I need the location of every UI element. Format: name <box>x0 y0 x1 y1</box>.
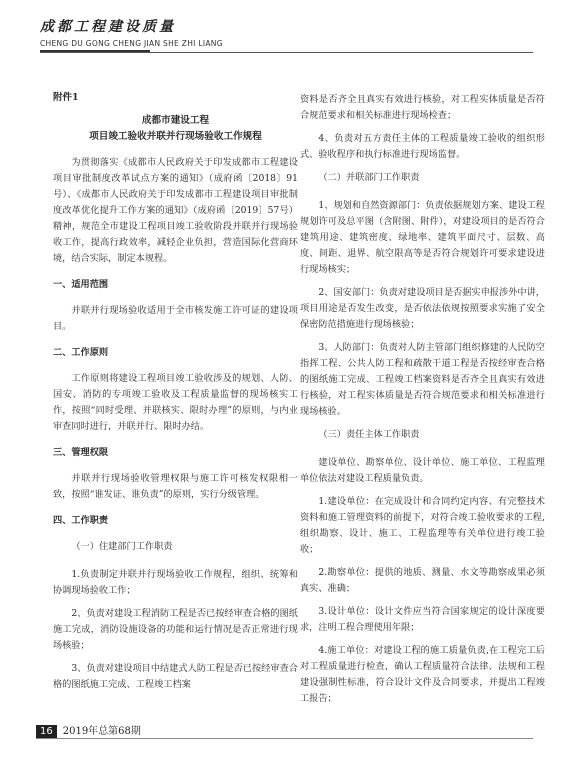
section-heading-scope: 一、适用范围 <box>53 279 109 290</box>
section-heading-principles: 二、工作原则 <box>53 347 109 358</box>
duty-paragraph: 2、国安部门：负责对建设项目是否据实申报涉外中讲，项目用途是否发生改变，是否依法依规按照要求实施了安全保密防范措施进行现场核验； <box>300 287 545 330</box>
journal-title-pinyin: CHENG DU GONG CHENG JIAN SHE ZHI LIANG <box>40 39 223 48</box>
masthead-rule <box>40 52 533 53</box>
subheading-housing-dept: （一）住建部门工作职责 <box>71 541 173 552</box>
section-heading-authority: 三、管理权限 <box>53 447 109 458</box>
authority-paragraph: 并联并行现场验收管理权限与施工许可核发权限相一致，按照“谁发证、谁负责”的原则，实行分级管理。 <box>53 473 298 500</box>
left-column <box>53 90 298 700</box>
subheading-responsible-parties: （三）责任主体工作职责 <box>318 429 420 440</box>
issue-label: 2019年总第68期 <box>62 726 141 737</box>
document-title-line-1: 成都市建设工程 <box>141 115 210 126</box>
journal-title: 成都工程建设质量 <box>40 19 176 35</box>
document-title <box>53 113 298 145</box>
masthead <box>0 0 573 62</box>
duty-paragraph: 3.设计单位：设计文件应当符合国家规定的设计深度要求，注明工程合理使用年限； <box>300 606 545 633</box>
duty-paragraph: 4、负责对五方责任主体的工程质量竣工验收的组织形式、验收程序和执行标准进行现场监督。 <box>300 133 545 160</box>
duty-paragraph: 1.负责制定并联并行现场验收工作规程，组织、统筹和协调现场验收工作； <box>53 569 298 596</box>
duty-paragraph: 2.勘察单位：提供的地质、测量、水文等勘察成果必须真实、准确； <box>300 567 545 594</box>
subheading-parallel-depts: （二）并联部门工作职责 <box>318 172 420 183</box>
page-footer <box>36 722 141 738</box>
document-title-line-2: 项目竣工验收并联并行现场验收工作规程 <box>89 131 262 142</box>
section-heading-duties: 四、工作职责 <box>53 515 109 526</box>
duty-paragraph: 建设单位、勘察单位、设计单位、施工单位、工程监理单位依法对建设工程质量负责。 <box>300 457 545 484</box>
right-column <box>300 92 545 714</box>
principles-paragraph: 工作原则将建设工程项目竣工验收涉及的规划、人防、国安、消防的专项竣工验收及工程质量监督的现场核实工作，按照“同时受理、并联核实、限时办理”的原则，与内业审查同时进行，并联并行、限时办结。 <box>53 373 298 432</box>
duty-paragraph: 4.施工单位：对建设工程的施工质量负责,在工程完工后对工程质量进行检查，确认工程质量符合法律、法规和工程建设强制性标准，符合设计文件及合同要求，并提出工程竣工报告； <box>300 645 545 704</box>
duty-paragraph: 3、人防部门：负责对人防主管部门组织修建的人民防空指挥工程、公共人防工程和疏散干道工程是否按经审查合格的图纸施工完成、工程竣工档案资料是否齐全且真实有效进行核验，对工程实体质量是否符合规范要求和相关标准进行现场核验。 <box>300 342 545 417</box>
attachment-label: 附件1 <box>53 92 79 103</box>
duty-paragraph: 1.建设单位：在完成设计和合同约定内容、有完整技术资料和施工管理资料的前提下，对符合竣工验收要求的工程,组织勘察、设计、施工、工程监理等有关单位进行竣工验收； <box>300 496 545 555</box>
duty-paragraph: 1、规划和自然资源部门：负责依据规划方案、建设工程规划许可及总平图（含附图、附件），对建设项目的是否符合建筑用途、建筑密度、绿地率、建筑平面尺寸、层数、高度、间距、退界、航空限高等是否符合规划许可要求建设进行现场核实； <box>300 200 545 275</box>
duty-paragraph: 2、负责对建设工程消防工程是否已按经审查合格的图纸施工完成，消防设施设备的功能和运行情况是否正常进行现场核验； <box>53 608 298 651</box>
footer-rule <box>36 738 533 739</box>
continued-paragraph: 资料是否齐全且真实有效进行核验，对工程实体质量是否符合规范要求和相关标准进行现场检查； <box>300 94 545 121</box>
scope-paragraph: 并联并行现场验收适用于全市核发施工许可证的建设项目。 <box>53 305 298 332</box>
page-number: 16 <box>36 725 57 738</box>
intro-paragraph: 为贯彻落实《成都市人民政府关于印发成都市工程建设项目审批制度改革试点方案的通知》（成府函〔2018〕91号）、《成都市人民政府关于印发成都市工程建设项目审批制度改革优化提升工作方案的通知》（成府函〔2019〕57号）精神，规范全市建设工程项目竣工验收阶段并联并行现场验收工作，提高行政效率，减轻企业负担，营造国际化营商环境，结合实际，制定本规程。 <box>53 157 298 264</box>
duty-paragraph: 3、负责对建设项目中结建式人防工程是否已按经审查合格的图纸施工完成、工程竣工档案 <box>53 663 298 690</box>
